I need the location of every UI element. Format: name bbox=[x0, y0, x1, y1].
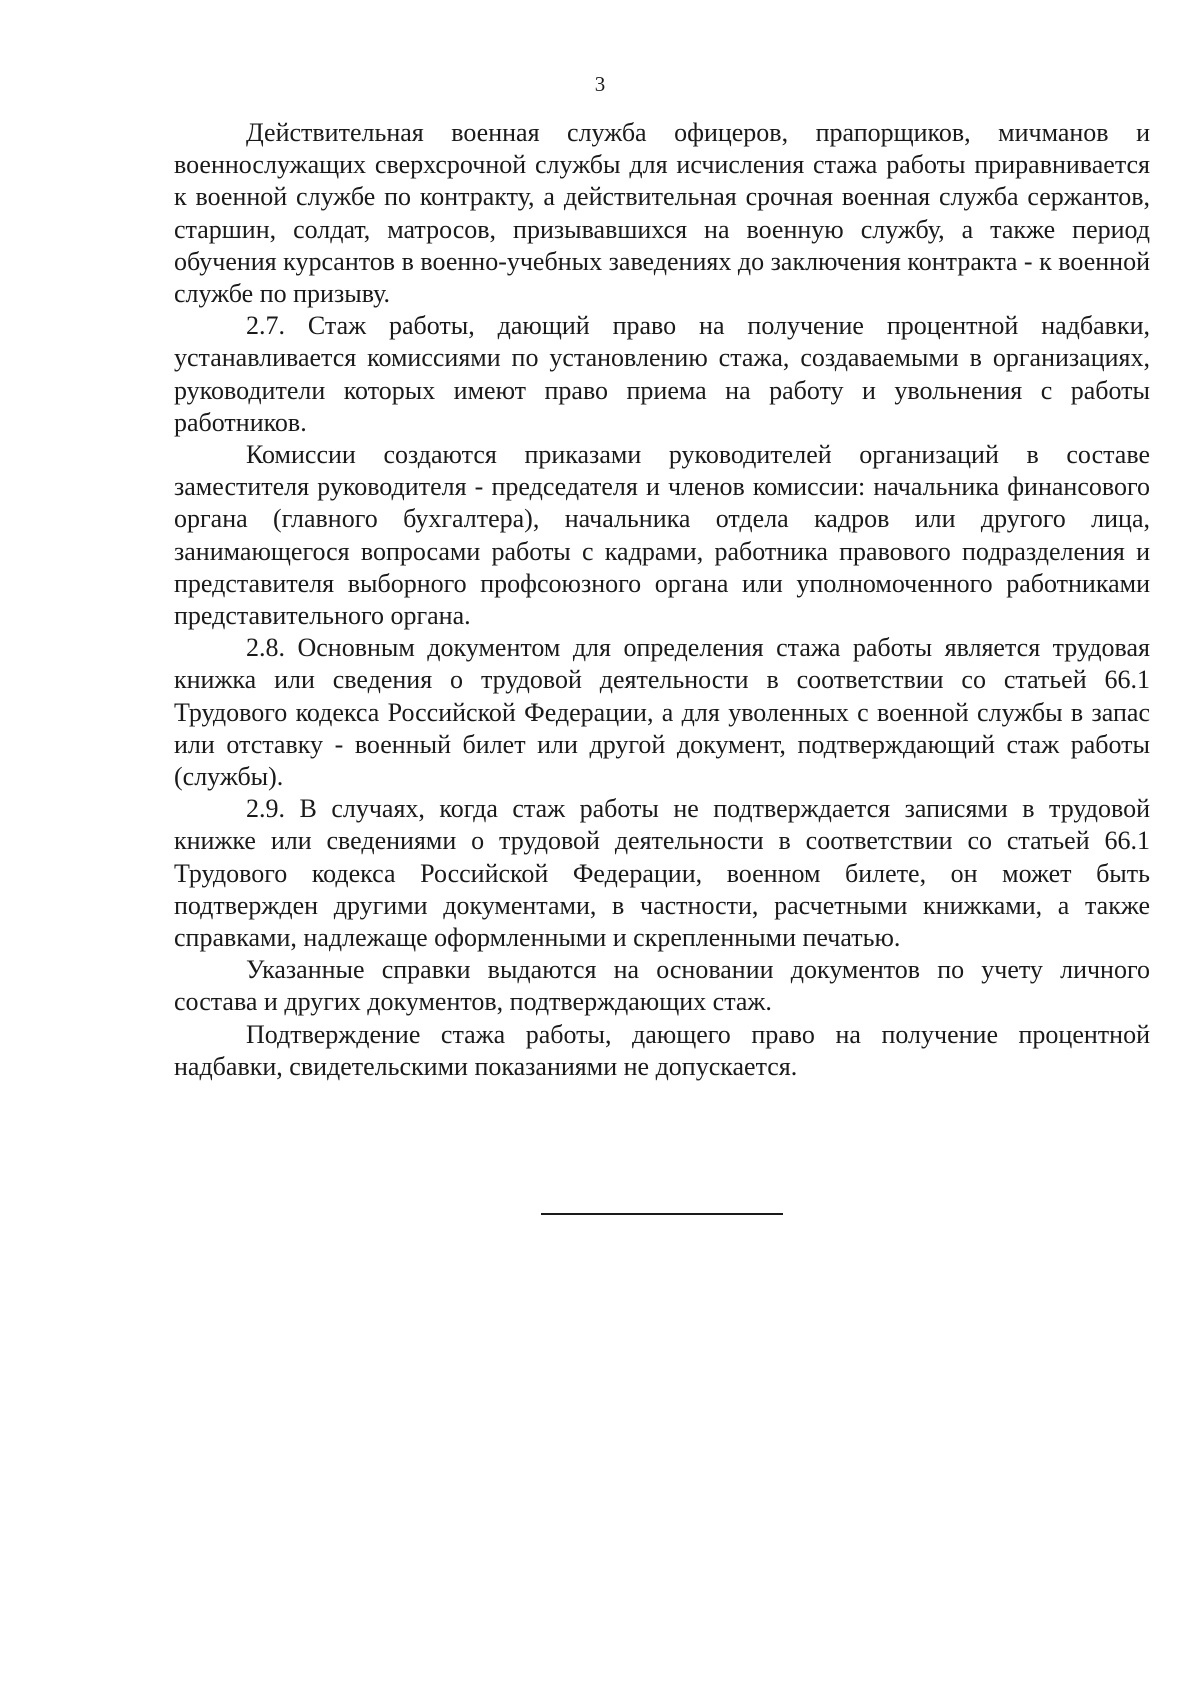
paragraph-2-7: 2.7. Стаж работы, дающий право на получение процентной надбавки, устанавливается комиссиями по установлению стажа, создаваемыми в организациях, руководители которых имеют право приема на работу и увольнения с работы работников. bbox=[174, 311, 1150, 437]
paragraph-2-9: 2.9. В случаях, когда стаж работы не подтверждается записями в трудовой книжке или сведениями о трудовой деятельности в соответствии со статьей 66.1 Трудового кодекса Российской Федерации, военном билете, он может быть подтвержден другими документами, в частности, расчетными книжками, а также справками, надлежаще оформленными и скрепленными печатью. bbox=[174, 794, 1150, 953]
page-number: 3 bbox=[594, 72, 606, 96]
paragraph-witness-testimony: Подтверждение стажа работы, дающего право на получение процентной надбавки, свидетельскими показаниями не допускается. bbox=[174, 1019, 1150, 1081]
paragraph-certificates: Указанные справки выдаются на основании документов по учету личного состава и других документов, подтверждающих стаж. bbox=[174, 955, 1150, 1017]
paragraph-commissions: Комиссии создаются приказами руководителей организаций в составе заместителя руководителя - председателя и членов комиссии: начальника финансового органа (главного бухгалтера), начальника отдела кадров или другого лица, занимающегося вопросами работы с кадрами, работника правового подразделения и представителя выборного профсоюзного органа или уполномоченного работниками представительного органа. bbox=[174, 440, 1150, 631]
paragraph-2-8: 2.8. Основным документом для определения стажа работы является трудовая книжка или сведения о трудовой деятельности в соответствии со статьей 66.1 Трудового кодекса Российской Федерации, а для уволенных с военной службы в запас или отставку - военный билет или другой документ, подтверждающий стаж работы (службы). bbox=[174, 633, 1150, 792]
document-body bbox=[174, 117, 1150, 1083]
paragraph-military-service: Действительная военная служба офицеров, прапорщиков, мичманов и военнослужащих сверхсрочной службы для исчисления стажа работы приравнивается к военной службе по контракту, а действительная срочная военная служба сержантов, старшин, солдат, матросов, призывавшихся на военную службу, а также период обучения курсантов в военно-учебных заведениях до заключения контракта - к военной службе по призыву. bbox=[174, 118, 1150, 309]
end-separator-line bbox=[541, 1213, 783, 1215]
